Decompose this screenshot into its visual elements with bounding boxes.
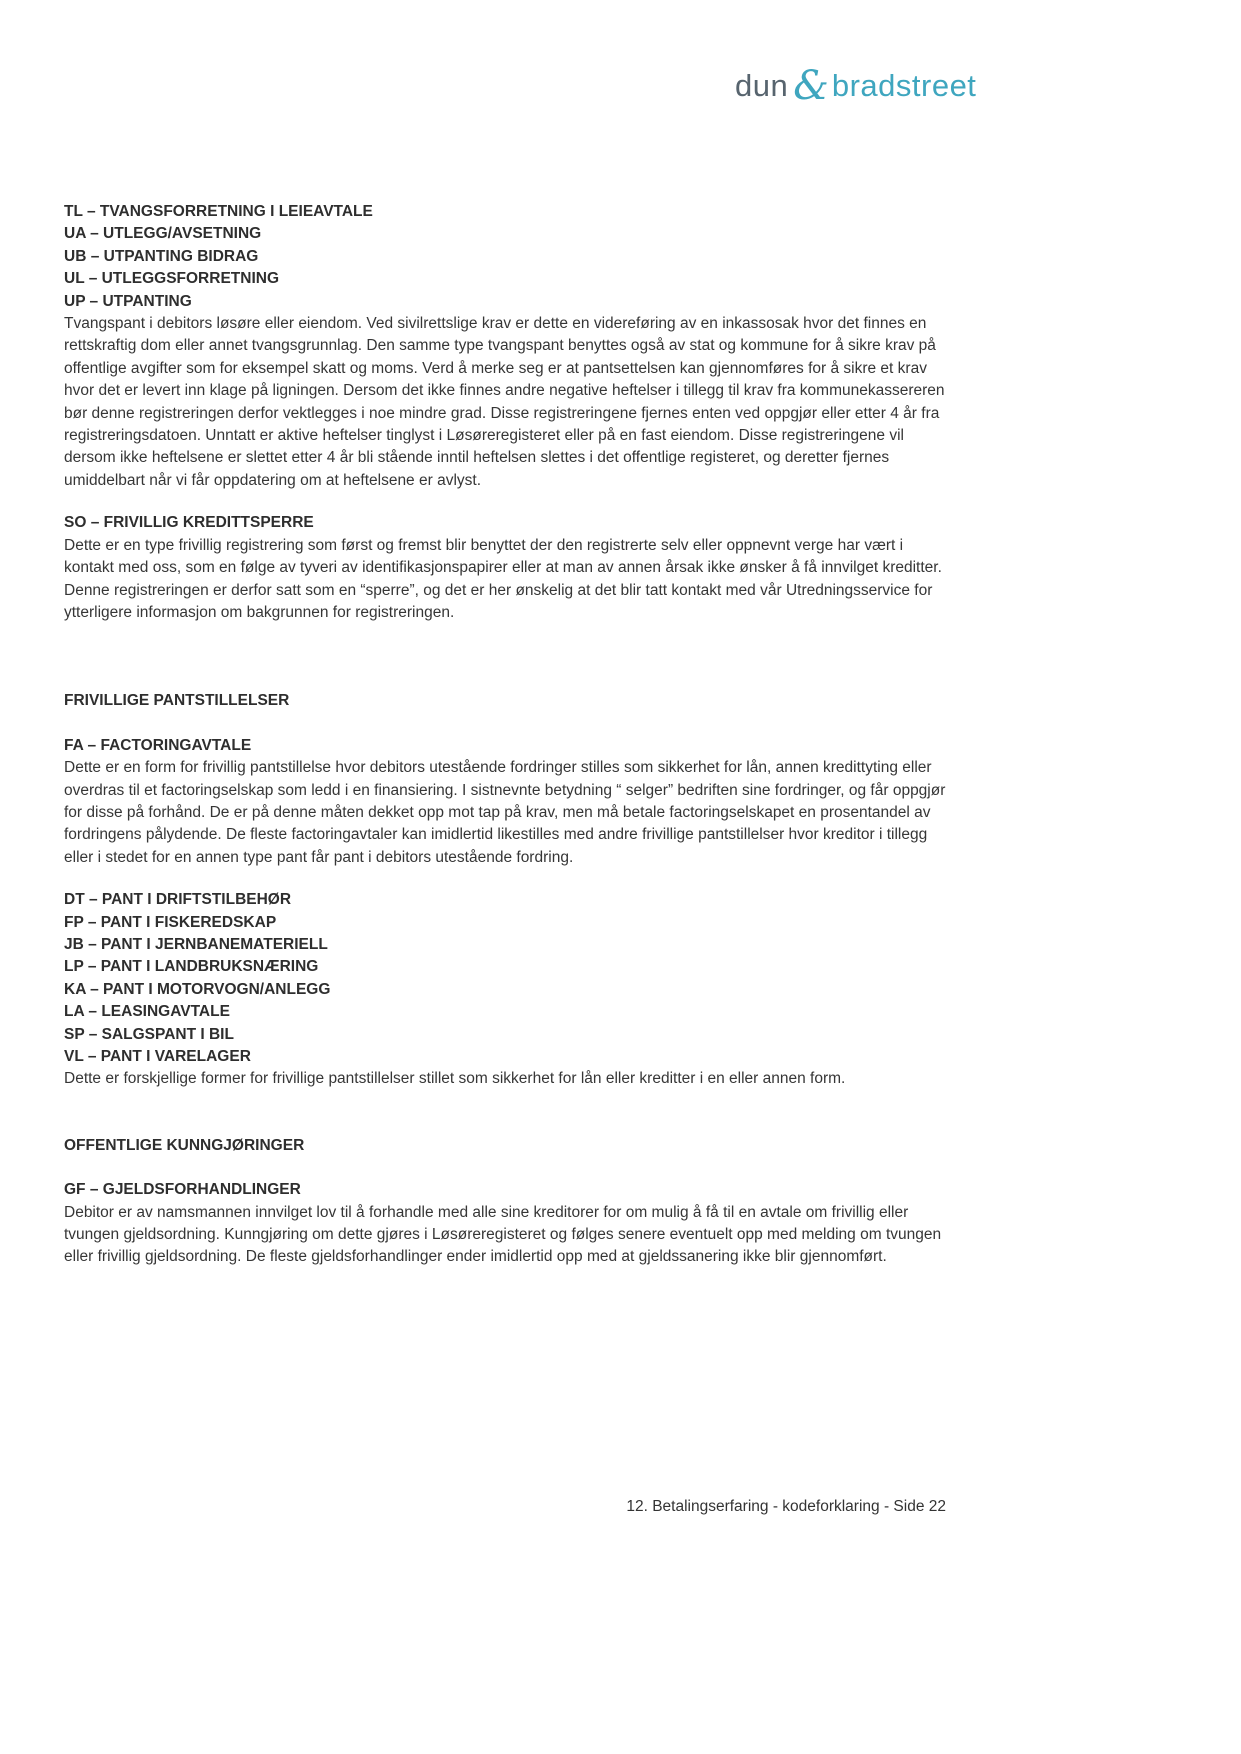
footer-page-label: 12. Betalingserfaring - kodeforklaring - Side 22 bbox=[626, 1498, 946, 1515]
code-block-tvangspant bbox=[64, 201, 946, 492]
code-heading-ua: UA – UTLEGG/AVSETNING bbox=[64, 225, 262, 243]
code-heading-la: LA – LEASINGAVTALE bbox=[64, 1003, 230, 1021]
code-heading-tl: TL – TVANGSFORRETNING I LEIEAVTALE bbox=[64, 203, 373, 220]
code-heading-lp: LP – PANT I LANDBRUKSNÆRING bbox=[64, 958, 319, 976]
dun-bradstreet-logo bbox=[735, 63, 977, 109]
code-heading-vl: VL – PANT I VARELAGER bbox=[64, 1048, 251, 1065]
code-heading-ul: UL – UTLEGGSFORRETNING bbox=[64, 270, 280, 288]
code-heading-sp: SP – SALGSPANT I BIL bbox=[64, 1025, 234, 1043]
code-heading-fa: FA – FACTORINGAVTALE bbox=[64, 736, 252, 754]
code-heading-dt: DT – PANT I DRIFTSTILBEHØR bbox=[64, 891, 292, 909]
logo-text-dun: dun bbox=[735, 68, 789, 103]
code-description-tvangspant: Tvangspant i debitors løsøre eller eiendom. Ved sivilrettslige krav er dette en videreføring av en inkassosak hvor det finnes en rettskraftig dom eller annet tvangsgrunnlag. Den samme type tvangspant benyttes også av stat og kommune for å sikre krav på offentlige avgifter som for eksempel skatt og moms. Verd å merke seg er at pantsettelsen kan gjennomføres for å sikre et krav hvor det er levert inn klage på ligningen. Dersom det ikke finnes andre negative heftelser i tillegg til krav fra kommunekassereren bør denne registreringen derfor vektlegges i noe mindre grad. Disse registreringene fjernes enten ved oppgjør eller etter 4 år fra registreringsdatoen. Unntatt er aktive heftelser tinglyst i Løsøreregisteret eller på en fast eiendom. Disse registreringene vil dersom ikke heftelsene er slettet etter 4 år bli stående inntil heftelsen slettes i det offentlige registeret, og deretter fjernes umiddelbart når vi får oppdatering om at heftelsene er avlyst. bbox=[64, 315, 945, 489]
page-footer bbox=[64, 1498, 946, 1516]
code-description-gjeldsforhandlinger: Debitor er av namsmannen innvilget lov til å forhandle med alle sine kreditorer for om mulig å få til en avtale om frivillig eller tvungen gjeldsordning. Kunngjøring om dette gjøres i Løsøreregisteret og følges senere eventuelt opp med melding om tvungen eller frivillig gjeldsordning. De fleste gjeldsforhandlinger ender imidlertid opp med at gjeldssanering ikke blir gjennomført. bbox=[64, 1203, 942, 1266]
code-heading-fp: FP – PANT I FISKEREDSKAP bbox=[64, 913, 277, 931]
code-heading-gf: GF – GJELDSFORHANDLINGER bbox=[64, 1181, 301, 1199]
code-heading-jb: JB – PANT I JERNBANEMATERIELL bbox=[64, 935, 328, 953]
code-block-pant bbox=[64, 889, 946, 1091]
code-heading-up: UP – UTPANTING bbox=[64, 292, 192, 310]
code-heading-ka: KA – PANT I MOTORVOGN/ANLEGG bbox=[64, 980, 331, 998]
code-block-kredittsperre bbox=[64, 512, 946, 624]
code-description-pant: Dette er forskjellige former for frivillige pantstillelser stillet som sikkerhet for lån eller kreditter i en eller annen form. bbox=[64, 1070, 846, 1088]
code-heading-ub: UB – UTPANTING BIDRAG bbox=[64, 247, 259, 265]
code-description-kredittsperre: Dette er en type frivillig registrering som først og fremst blir benyttet der den registrerte selv eller oppnevnt verge har vært i kontakt med oss, som en følge av tyveri av identifikasjonspapirer eller at man av annen årsak ikke ønsker å få innvilget kreditter. Denne registreringen er derfor satt som en “sperre”, og det er her ønskelig at det blir tatt kontakt med vår Utredningsservice for ytterligere informasjon om bakgrunnen for registreringen. bbox=[64, 536, 942, 621]
code-heading-so: SO – FRIVILLIG KREDITTSPERRE bbox=[64, 514, 314, 532]
code-block-gjeldsforhandlinger bbox=[64, 1179, 946, 1269]
document-body bbox=[64, 201, 946, 1289]
section-title-offentlige-kunngjoringer: OFFENTLIGE KUNNGJØRINGER bbox=[64, 1136, 305, 1154]
code-description-factoringavtale: Dette er en form for frivillig pantstillelse hvor debitors utestående fordringer stilles som sikkerhet for lån, annen kredittyting eller overdras til et factoringselskap som ledd i en finansiering. I sistnevnte betydning “ selger” bedriften sine fordringer, og får oppgjør for disse på forhånd. De er på denne måten dekket opp mot tap på krav, men må betale factoringselskapet en prosentandel av fordringens pålydende. De fleste factoringavtaler kan imidlertid likestilles med andre frivillige pantstillelser hvor kreditor i tillegg eller i stedet for en annen type pant får pant i debitors utestående fordring. bbox=[64, 759, 946, 866]
logo-text-bradstreet: bradstreet bbox=[831, 68, 977, 103]
section-title-frivillige-pantstillelser: FRIVILLIGE PANTSTILLELSER bbox=[64, 692, 290, 710]
logo-ampersand-icon: & bbox=[793, 63, 829, 109]
code-block-factoringavtale bbox=[64, 735, 946, 869]
